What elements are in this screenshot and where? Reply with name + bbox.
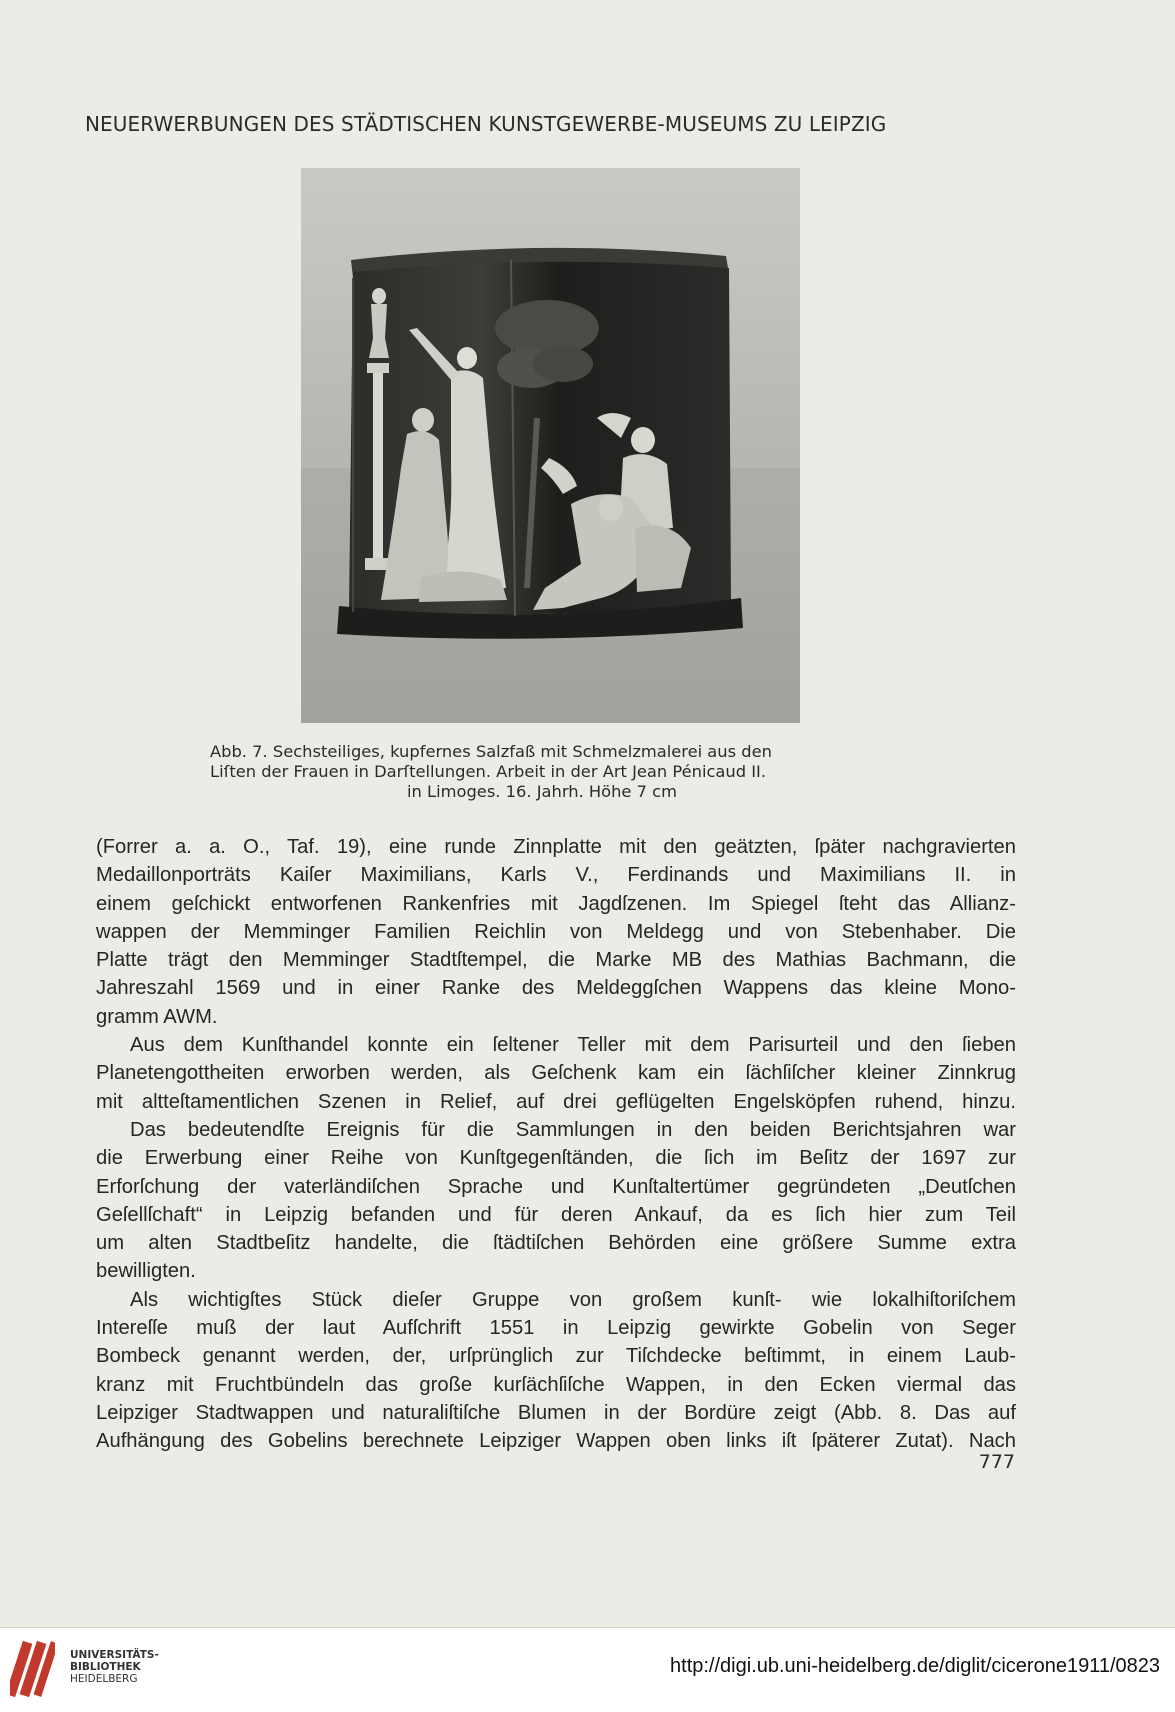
text-line: Platte trägt den Memminger Stadtſtempel, die Marke MB des Mathias Bachmann, die: [96, 949, 1016, 972]
text-line: Erforſchung der vaterländiſchen Sprache und Kunſtaltertümer gegründeten „Deutſchen: [96, 1175, 1016, 1198]
library-name-line: BIBLIOTHEK: [70, 1661, 141, 1673]
caption-line: in Limoges. 16. Jahrh. Höhe 7 cm: [407, 782, 677, 801]
university-library-logo-icon: [10, 1639, 55, 1699]
text-line: Aus dem Kunſthandel konnte ein ſeltener Teller mit dem Parisurteil und den ſieben: [130, 1034, 1016, 1057]
permalink-url[interactable]: http://digi.ub.uni-heidelberg.de/diglit/cicerone1911/0823: [670, 1655, 1160, 1677]
text-line: kranz mit Fruchtbündeln das große kurſächſiſche Wappen, in den Ecken viermal das: [96, 1373, 1016, 1396]
library-name: [70, 1649, 159, 1685]
text-line: Jahreszahl 1569 und in einer Ranke des Meldeggſchen Wappens das kleine Mono-: [96, 977, 1016, 1000]
text-line: um alten Stadtbeſitz handelte, die ſtädtiſchen Behörden eine größere Summe extra: [96, 1232, 1016, 1255]
text-line: Geſellſchaft“ in Leipzig befanden und für deren Ankauf, da es ſich hier zum Teil: [96, 1203, 1016, 1226]
body-text: [96, 833, 1016, 1456]
text-line: gramm AWM.: [96, 1005, 218, 1028]
text-line: mit altteſtamentlichen Szenen in Relief, auf drei geflügelten Engelsköpfen ruhend, hinzu.: [96, 1090, 1016, 1113]
caption-line: Liſten der Frauen in Darſtellungen. Arbeit in der Art Jean Pénicaud II.: [210, 762, 767, 781]
text-line: bewilligten.: [96, 1260, 196, 1283]
text-line: wappen der Memminger Familien Reichlin von Meldegg und von Stebenhaber. Die: [96, 920, 1016, 943]
library-name-line: UNIVERSITÄTS-: [70, 1649, 159, 1661]
salt-cellar-photo: [301, 168, 800, 723]
text-line: Aufhängung des Gobelins berechnete Leipziger Wappen oben links iſt ſpäterer Zutat). Nach: [96, 1430, 1016, 1453]
text-line: Das bedeutendſte Ereignis für die Sammlungen in den beiden Berichtsjahren war: [130, 1118, 1016, 1141]
figure-caption: [210, 742, 900, 802]
text-line: einem geſchickt entworfenen Rankenfries mit Jagdſzenen. Im Spiegel ſteht das Allianz-: [96, 892, 1016, 915]
page-number: 777: [978, 1451, 1015, 1473]
text-line: die Erwerbung einer Reihe von Kunſtgegenſtänden, die ſich im Beſitz der 1697 zur: [96, 1147, 1016, 1170]
text-line: Leipziger Stadtwappen und naturaliſtiſche Blumen in der Bordüre zeigt (Abb. 8. Das auf: [96, 1401, 1016, 1424]
text-line: Intereſſe muß der laut Aufſchrift 1551 in Leipzig gewirkte Gobelin von Seger: [96, 1317, 1016, 1340]
text-line: Als wichtigſtes Stück dieſer Gruppe von großem kunſt- wie lokalhiſtoriſchem: [130, 1288, 1016, 1311]
library-name-line: HEIDELBERG: [70, 1673, 138, 1685]
text-line: Medaillonporträts Kaiſer Maximilians, Karls V., Ferdinands und Maximilians II. in: [96, 864, 1016, 887]
running-title: NEUERWERBUNGEN DES STÄDTISCHEN KUNSTGEWERBE-MUSEUMS ZU LEIPZIG: [85, 112, 887, 136]
viewer-footer: [0, 1627, 1175, 1712]
text-line: Bombeck genannt werden, der, urſprünglich zur Tiſchdecke beſtimmt, in einem Laub-: [96, 1345, 1016, 1368]
figure-photograph: [301, 168, 800, 723]
caption-line: Abb. 7. Sechsteiliges, kupfernes Salzfaß mit Schmelzmalerei aus den: [210, 742, 772, 761]
text-line: (Forrer a. a. O., Taf. 19), eine runde Zinnplatte mit den geätzten, ſpäter nachgravierten: [96, 836, 1016, 858]
text-line: Planetengottheiten erworben werden, als Geſchenk kam ein ſächſiſcher kleiner Zinnkrug: [96, 1062, 1016, 1085]
